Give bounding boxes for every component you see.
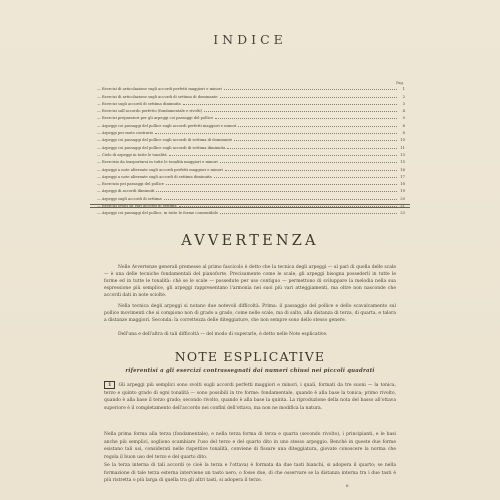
- toc-entry: [97, 172, 405, 179]
- toc-leader-dots: [225, 170, 397, 171]
- toc-entry: [97, 135, 405, 142]
- avvertenza-paragraph: Nella tecnica degli arpeggi si notano due notevoli difficoltà. Prima: il passaggio del pollice e dello scavalcamento sul pollice movimenti che si compiono non di grado a grado, come nelle scale, ma di salto, alla distanza di terza, di quarta, e talora a distanze maggiori. Seconda: la correttezza delle diteggiature, che non sempre sono dello stesso genere.: [104, 304, 396, 324]
- divider-rule-thin: [90, 207, 410, 208]
- avvertenza-title: AVVERTENZA: [181, 233, 319, 249]
- toc-entry-page: 19: [400, 189, 405, 194]
- toc-entry-title: — Esercizi di articolazione sugli accordi perfetti maggiori e minori: [97, 87, 222, 92]
- toc-entry-page: 10: [400, 138, 405, 143]
- table-of-contents: [97, 84, 405, 215]
- note-title: NOTE ESPLICATIVE: [174, 349, 326, 364]
- toc-entry: [97, 164, 405, 171]
- toc-entry-title: — Arpeggi coi passaggi del pollice, in tutte le forme consentibile: [97, 211, 219, 216]
- note-paragraph: 1 Gli arpeggi più semplici sono svolti sugli accordi perfetti maggiori e minori, i quali, formati da tre suoni — la tonica, terzo e quinto grado di ogni tonalità — sono possibili in tre forme: fondamentale, quando è alla base la tonica; primo rivolto, quando è alla base il terzo grado; secondo rivolto, quando è alla base la quinta. La riproduzione della nota del basso all'ottava superiore è il completamento dell'accordo nei confini dell'ottava, ma non ne modifica la natura.: [104, 382, 396, 411]
- note-paragraph: Se la terza interna di tali accordi (e cioè la terza e l'ottava) è formata da due tasti bianchi, si adopera il quarto; se nella formazione di tale terza esterna interviene un tasto nero, o fosse due, di che osservare se la distanza interna tra i due tasti è più ristretta o più larga di quella tra gli altri tasti, si adopera il terzo.: [104, 463, 396, 484]
- indice-title: INDICE: [213, 32, 287, 47]
- toc-entry-title: — Esercizio pei passaggi del pollice: [97, 182, 164, 187]
- toc-entry: [97, 106, 405, 113]
- toc-entry-title: — Arpeggi sugli accordi di settima: [97, 196, 162, 201]
- toc-leader-dots: [155, 133, 397, 134]
- toc-leader-dots: [220, 97, 397, 98]
- toc-entry-page: 15: [400, 160, 405, 165]
- toc-leader-dots: [169, 155, 397, 156]
- toc-entry-page: 1: [402, 87, 405, 92]
- toc-entry-title: — Arpeggi coi passaggi del pollice sugli accordi perfetti maggiori e minori: [97, 123, 237, 128]
- toc-entry-page: 20: [400, 196, 405, 201]
- toc-entry: [97, 128, 405, 135]
- toc-entry: [97, 208, 405, 215]
- toc-entry-page: 11: [400, 145, 405, 150]
- toc-entry: [97, 157, 405, 164]
- toc-leader-dots: [204, 111, 397, 112]
- toc-entry-title: — Esercizi sull'accordo perfetto (fondamentale e rivolti): [97, 109, 202, 114]
- toc-leader-dots: [234, 140, 397, 141]
- toc-entry-page: 6: [402, 123, 405, 128]
- toc-entry-page: 16: [400, 167, 405, 172]
- toc-leader-dots: [220, 213, 397, 214]
- toc-entry: [97, 84, 405, 91]
- divider-rule: [90, 204, 410, 205]
- toc-entry-title: — Esercizi sugli accordi di settima diminuita: [97, 101, 181, 106]
- toc-entry-page: 5: [402, 116, 405, 121]
- toc-entry-title: — Arpeggi per moto contrario: [97, 131, 154, 136]
- avvertenza-paragraph: Nelle Avvertenze generali premesse al primo fascicolo è detto che la tecnica degli arpeggi — al pari di quella delle scale — è una delle tecniche fondamentali del pianoforte. Precisamente come le scale, gli arpeggi bisogna possederli in tutte le forme ed in tutte le tonalità: chè se le scale — possedute per uso contiguo — permettono di sviluppare la melodia nella sua espressione più semplice, gli arpeggi rappresentano l'armonia nei suoi più vari atteggiamenti, ma oltre non nasconde che accordi dati in note sciolte.: [104, 265, 396, 299]
- toc-entry-title: — Esercizi di articolazione sugli accordi di settima di dominante: [97, 94, 218, 99]
- toc-entry-page: 13: [400, 152, 405, 157]
- toc-leader-dots: [164, 199, 397, 200]
- page-column-label: Pag.: [396, 81, 404, 85]
- toc-entry-page: 18: [400, 182, 405, 187]
- toc-entry-title: — Cielo di arpeggi in tutte le tonalità: [97, 152, 167, 157]
- toc-entry-title: — Esercizio da trasportarsi in tutte le tonalità maggiori e minori: [97, 160, 218, 165]
- page-number: 6: [346, 483, 349, 488]
- toc-entry-title: — Arpeggi coi passaggi del pollice sugli accordi di settima diminuita: [97, 145, 226, 150]
- toc-entry: [97, 186, 405, 193]
- toc-entry-title: — Arpeggi coi passaggi del pollice sugli accordi di settima di dominante: [97, 138, 233, 143]
- toc-entry-page: 8: [402, 131, 405, 136]
- toc-leader-dots: [214, 177, 397, 178]
- toc-leader-dots: [224, 89, 397, 90]
- note-paragraph: Nella prima forma alla terza (fondamentale), e nella terza forma di terza e quarta (secondo rivolto), i principianti, e le basi anche più semplici, sogliono scambiare l'uso del terzo e del quarto dito in uno stesso arpeggio. Benché in queste due forme esistano tali usi, considerati nelle rispettive tonalità, conviene di fissare una diteggiatura, giovate conoscere la norma che regola il buon uso del terzo e del quarto dito.: [104, 432, 396, 460]
- toc-entry-title: — Arpeggi a note alternate sugli accordi di settima diminuita: [97, 174, 212, 179]
- toc-entry-title: — Esercizi preparatori per gli arpeggi coi passaggi del pollice: [97, 116, 214, 121]
- toc-entry: [97, 142, 405, 149]
- toc-leader-dots: [227, 148, 397, 149]
- toc-leader-dots: [215, 118, 397, 119]
- toc-entry-page: 2: [402, 94, 405, 99]
- toc-entry: [97, 99, 405, 106]
- toc-leader-dots: [156, 191, 397, 192]
- toc-entry-title: — Arpeggi di accordi diminuiti: [97, 189, 155, 194]
- toc-entry-page: 4: [402, 109, 405, 114]
- toc-entry: [97, 120, 405, 127]
- toc-entry-title: — Esercizi svolti su vari accordi di settima: [97, 204, 177, 209]
- toc-entry-page: 3: [402, 101, 405, 106]
- toc-entry: [97, 113, 405, 120]
- toc-leader-dots: [238, 126, 397, 127]
- toc-entry-title: — Arpeggi a note alternate sugli accordi perfetti maggiori e minori: [97, 167, 223, 172]
- avvertenza-paragraph: Dell'una e dell'altra di tali difficoltà — del modo di superarle, è detto nelle Note esplicative.: [118, 332, 328, 337]
- toc-leader-dots: [220, 162, 397, 163]
- toc-entry: [97, 91, 405, 98]
- toc-entry-page: 17: [400, 174, 405, 179]
- note-subtitle: riferentisi a gli esercizi contrassegnati dai numeri chiusi nei piccoli quadrati: [125, 368, 375, 374]
- toc-entry: [97, 193, 405, 200]
- boxed-number: 1: [104, 381, 115, 389]
- toc-entry-page: 21: [400, 204, 405, 209]
- toc-entry: [97, 179, 405, 186]
- toc-leader-dots: [183, 104, 397, 105]
- toc-leader-dots: [166, 184, 397, 185]
- toc-entry-page: 23: [400, 211, 405, 216]
- toc-entry: [97, 150, 405, 157]
